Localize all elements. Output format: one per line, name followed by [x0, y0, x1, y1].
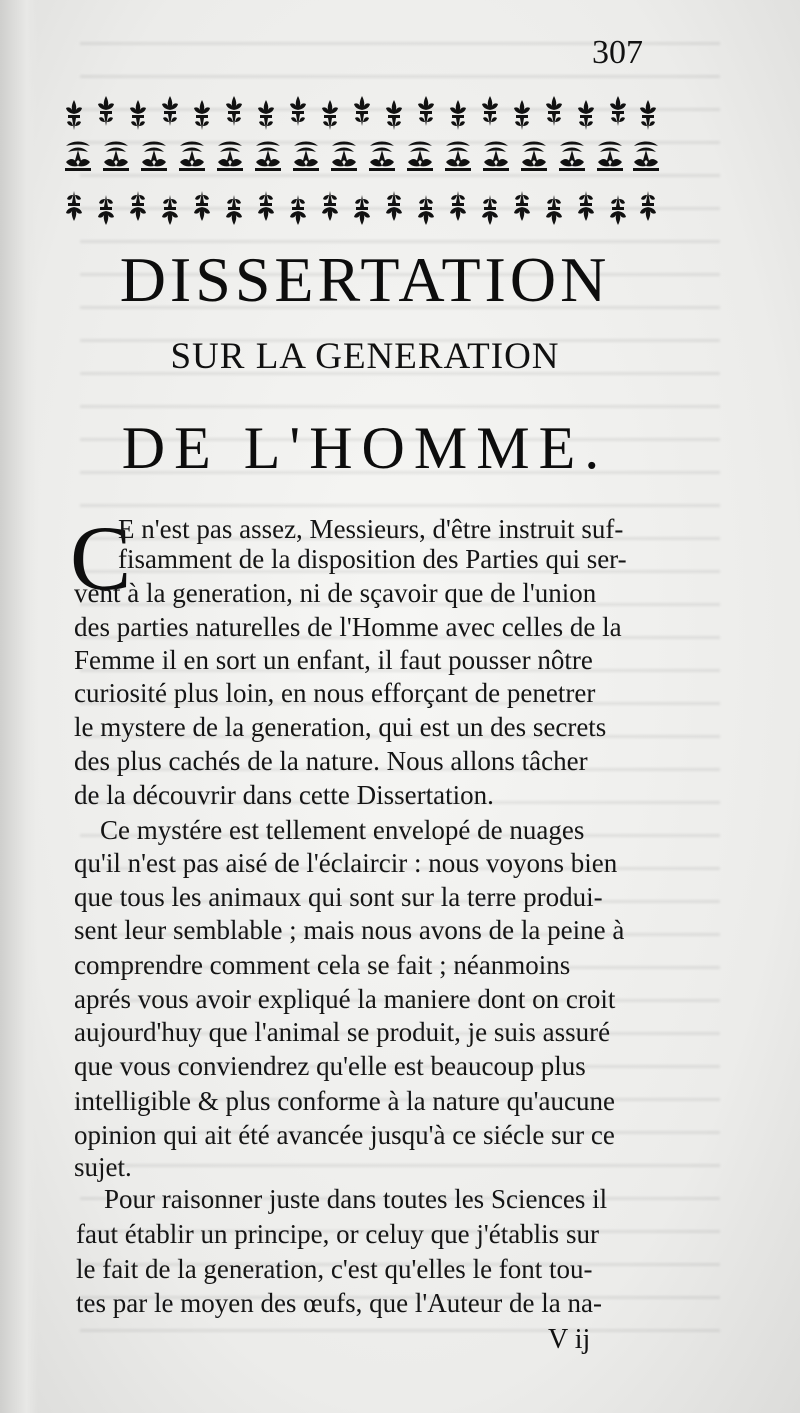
- title-line-3: DE L'HOMME.: [121, 415, 609, 481]
- text-line: tes par le moyen des œufs, que l'Auteur de la na-: [76, 1288, 602, 1318]
- text-line: comprendre comment cela se fait ; néanmoins: [74, 950, 571, 980]
- text-line: de la découvrir dans cette Dissertation.: [74, 780, 494, 810]
- text-line: fisamment de la disposition des Parties qui ser-: [118, 544, 627, 574]
- text-line: vent à la generation, ni de sçavoir que de l'union: [74, 578, 597, 608]
- text-line: que vous conviendrez qu'elle est beaucoup plus: [74, 1051, 586, 1081]
- text-line: des plus cachés de la nature. Nous allons tâcher: [74, 746, 588, 776]
- title-line-2: SUR LA GENERATION: [170, 336, 560, 377]
- text-line: Ce mystére est tellement envelopé de nuages: [100, 815, 585, 845]
- text-line: sujet.: [74, 1152, 132, 1182]
- title-line-1: DISSERTATION: [119, 244, 611, 315]
- drop-cap: C: [70, 507, 132, 609]
- text-line: opinion qui ait été avancée jusqu'à ce siécle sur ce: [74, 1120, 615, 1150]
- text-line: E n'est pas assez, Messieurs, d'être instruit suf-: [118, 514, 624, 544]
- text-line: Femme il en sort un enfant, il faut pousser nôtre: [74, 645, 593, 675]
- text-line: faut établir un principe, or celuy que j'établis sur: [76, 1219, 599, 1249]
- printers-ornament-band: [64, 92, 662, 227]
- text-line: aujourd'huy que l'animal se produit, je suis assuré: [74, 1017, 611, 1047]
- text-line: Pour raisonner juste dans toutes les Sciences il: [104, 1184, 608, 1214]
- text-line: sent leur semblable ; mais nous avons de la peine à: [74, 915, 625, 945]
- text-line: aprés vous avoir expliqué la maniere dont on croit: [74, 984, 616, 1014]
- page-gutter-shadow: [0, 0, 38, 1413]
- text-line: qu'il n'est pas aisé de l'éclaircir : nous voyons bien: [74, 848, 618, 878]
- text-line: des parties naturelles de l'Homme avec celles de la: [74, 612, 622, 642]
- signature-mark: V ij: [548, 1324, 591, 1355]
- text-line: curiosité plus loin, en nous efforçant de penetrer: [74, 678, 596, 708]
- page-number: 307: [592, 34, 643, 71]
- text-line: intelligible & plus conforme à la nature qu'aucune: [74, 1086, 615, 1116]
- text-line: que tous les animaux qui sont sur la terre produi-: [74, 882, 603, 912]
- text-line: le mystere de la generation, qui est un des secrets: [74, 712, 607, 742]
- text-line: le fait de la generation, c'est qu'elles le font tou-: [76, 1254, 593, 1284]
